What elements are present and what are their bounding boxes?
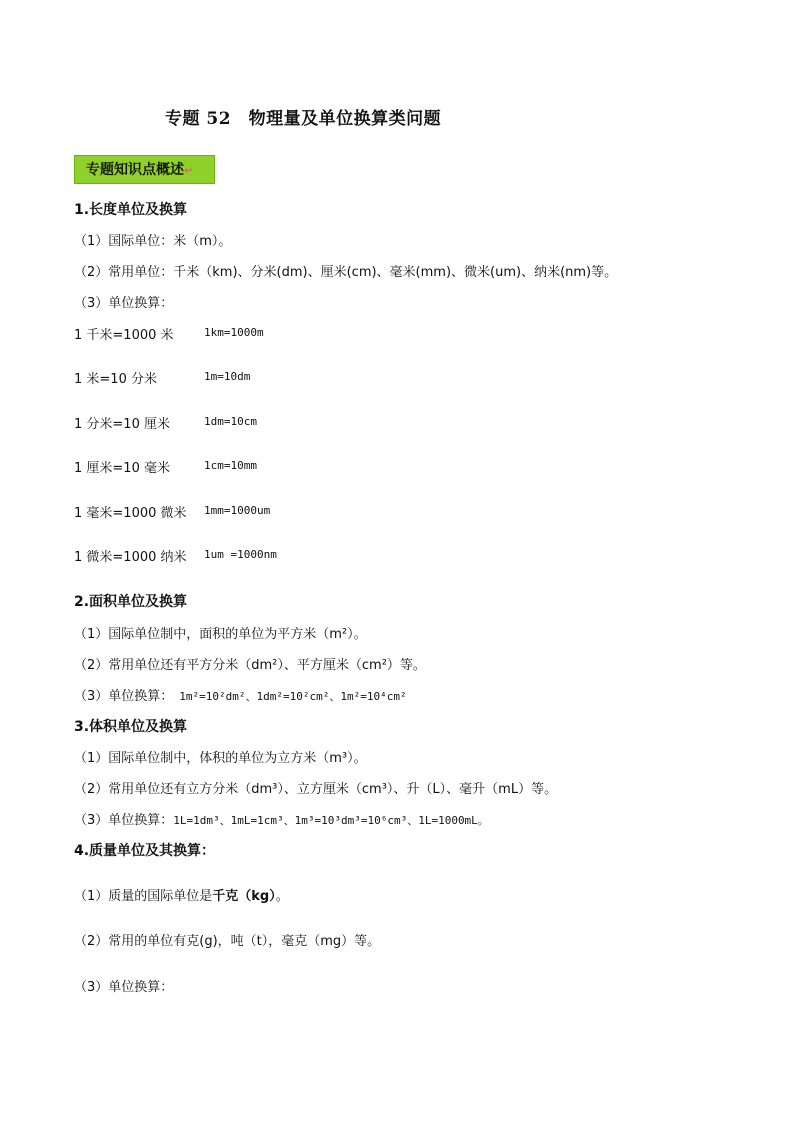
area-conversion-formula: 1m²=10²dm²、1dm²=10²cm²、1m²=10⁴cm² bbox=[179, 690, 407, 703]
badge-label: 专题知识点概述 bbox=[86, 162, 184, 178]
conversion-symbol: 1mm=1000um bbox=[204, 504, 271, 517]
section-1-heading: 1.长度单位及换算 bbox=[74, 202, 188, 218]
page-title: 专题 52 物理量及单位换算类问题 bbox=[165, 109, 442, 129]
conversion-symbol: 1dm=10cm bbox=[204, 415, 257, 428]
conversion-symbol: 1km=1000m bbox=[204, 326, 264, 339]
mass-common-units: （2）常用的单位有克(g)，吨（t），毫克（mg）等。 bbox=[74, 934, 381, 949]
area-conversion bbox=[74, 685, 407, 704]
length-si-unit: （1）国际单位：米（m）。 bbox=[74, 234, 232, 249]
conversion-symbol: 1m=10dm bbox=[204, 370, 251, 383]
volume-conversion-label: （3）单位换算： bbox=[74, 813, 174, 828]
conversion-cn: 1 分米=10 厘米 bbox=[74, 417, 170, 432]
conversion-cn: 1 毫米=1000 微米 bbox=[74, 506, 187, 521]
length-conversion-label: （3）单位换算： bbox=[74, 296, 174, 311]
area-si-unit: （1）国际单位制中，面积的单位为平方米（m²）。 bbox=[74, 627, 367, 642]
mass-si-bold: 千克（kg） bbox=[212, 889, 276, 904]
paragraph-mark-icon: ↵ bbox=[184, 164, 194, 177]
volume-conversion bbox=[74, 809, 489, 828]
volume-conversion-formula: 1L=1dm³、1mL=1cm³、1m³=10³dm³=10⁶cm³、1L=1000mL。 bbox=[173, 814, 489, 827]
length-common-units: （2）常用单位：千米（km)、分米(dm)、厘米(cm)、毫米(mm)、微米(um)、纳米(nm)等。 bbox=[74, 265, 618, 280]
mass-si-pre: （1）质量的国际单位是 bbox=[74, 889, 213, 904]
section-badge bbox=[74, 155, 215, 184]
volume-si-unit: （1）国际单位制中，体积的单位为立方米（m³）。 bbox=[74, 751, 367, 766]
section-4-heading: 4.质量单位及其换算： bbox=[74, 843, 216, 859]
volume-common-units: （2）常用单位还有立方分米（dm³）、立方厘米（cm³）、升（L）、毫升（mL）等。 bbox=[74, 782, 558, 797]
area-conversion-label: （3）单位换算： bbox=[74, 689, 174, 704]
conversion-cn: 1 千米=1000 米 bbox=[74, 328, 174, 343]
mass-si-unit bbox=[74, 885, 289, 904]
section-2-heading: 2.面积单位及换算 bbox=[74, 594, 188, 610]
mass-si-post: 。 bbox=[275, 889, 289, 904]
conversion-symbol: 1cm=10mm bbox=[204, 459, 257, 472]
conversion-cn: 1 米=10 分米 bbox=[74, 372, 157, 387]
area-common-units: （2）常用单位还有平方分米（dm²）、平方厘米（cm²）等。 bbox=[74, 658, 426, 673]
conversion-cn: 1 微米=1000 纳米 bbox=[74, 550, 187, 565]
mass-conversion-label: （3）单位换算： bbox=[74, 980, 174, 995]
conversion-symbol: 1um =1000nm bbox=[204, 548, 277, 561]
section-3-heading: 3.体积单位及换算 bbox=[74, 719, 188, 735]
conversion-cn: 1 厘米=10 毫米 bbox=[74, 461, 170, 476]
